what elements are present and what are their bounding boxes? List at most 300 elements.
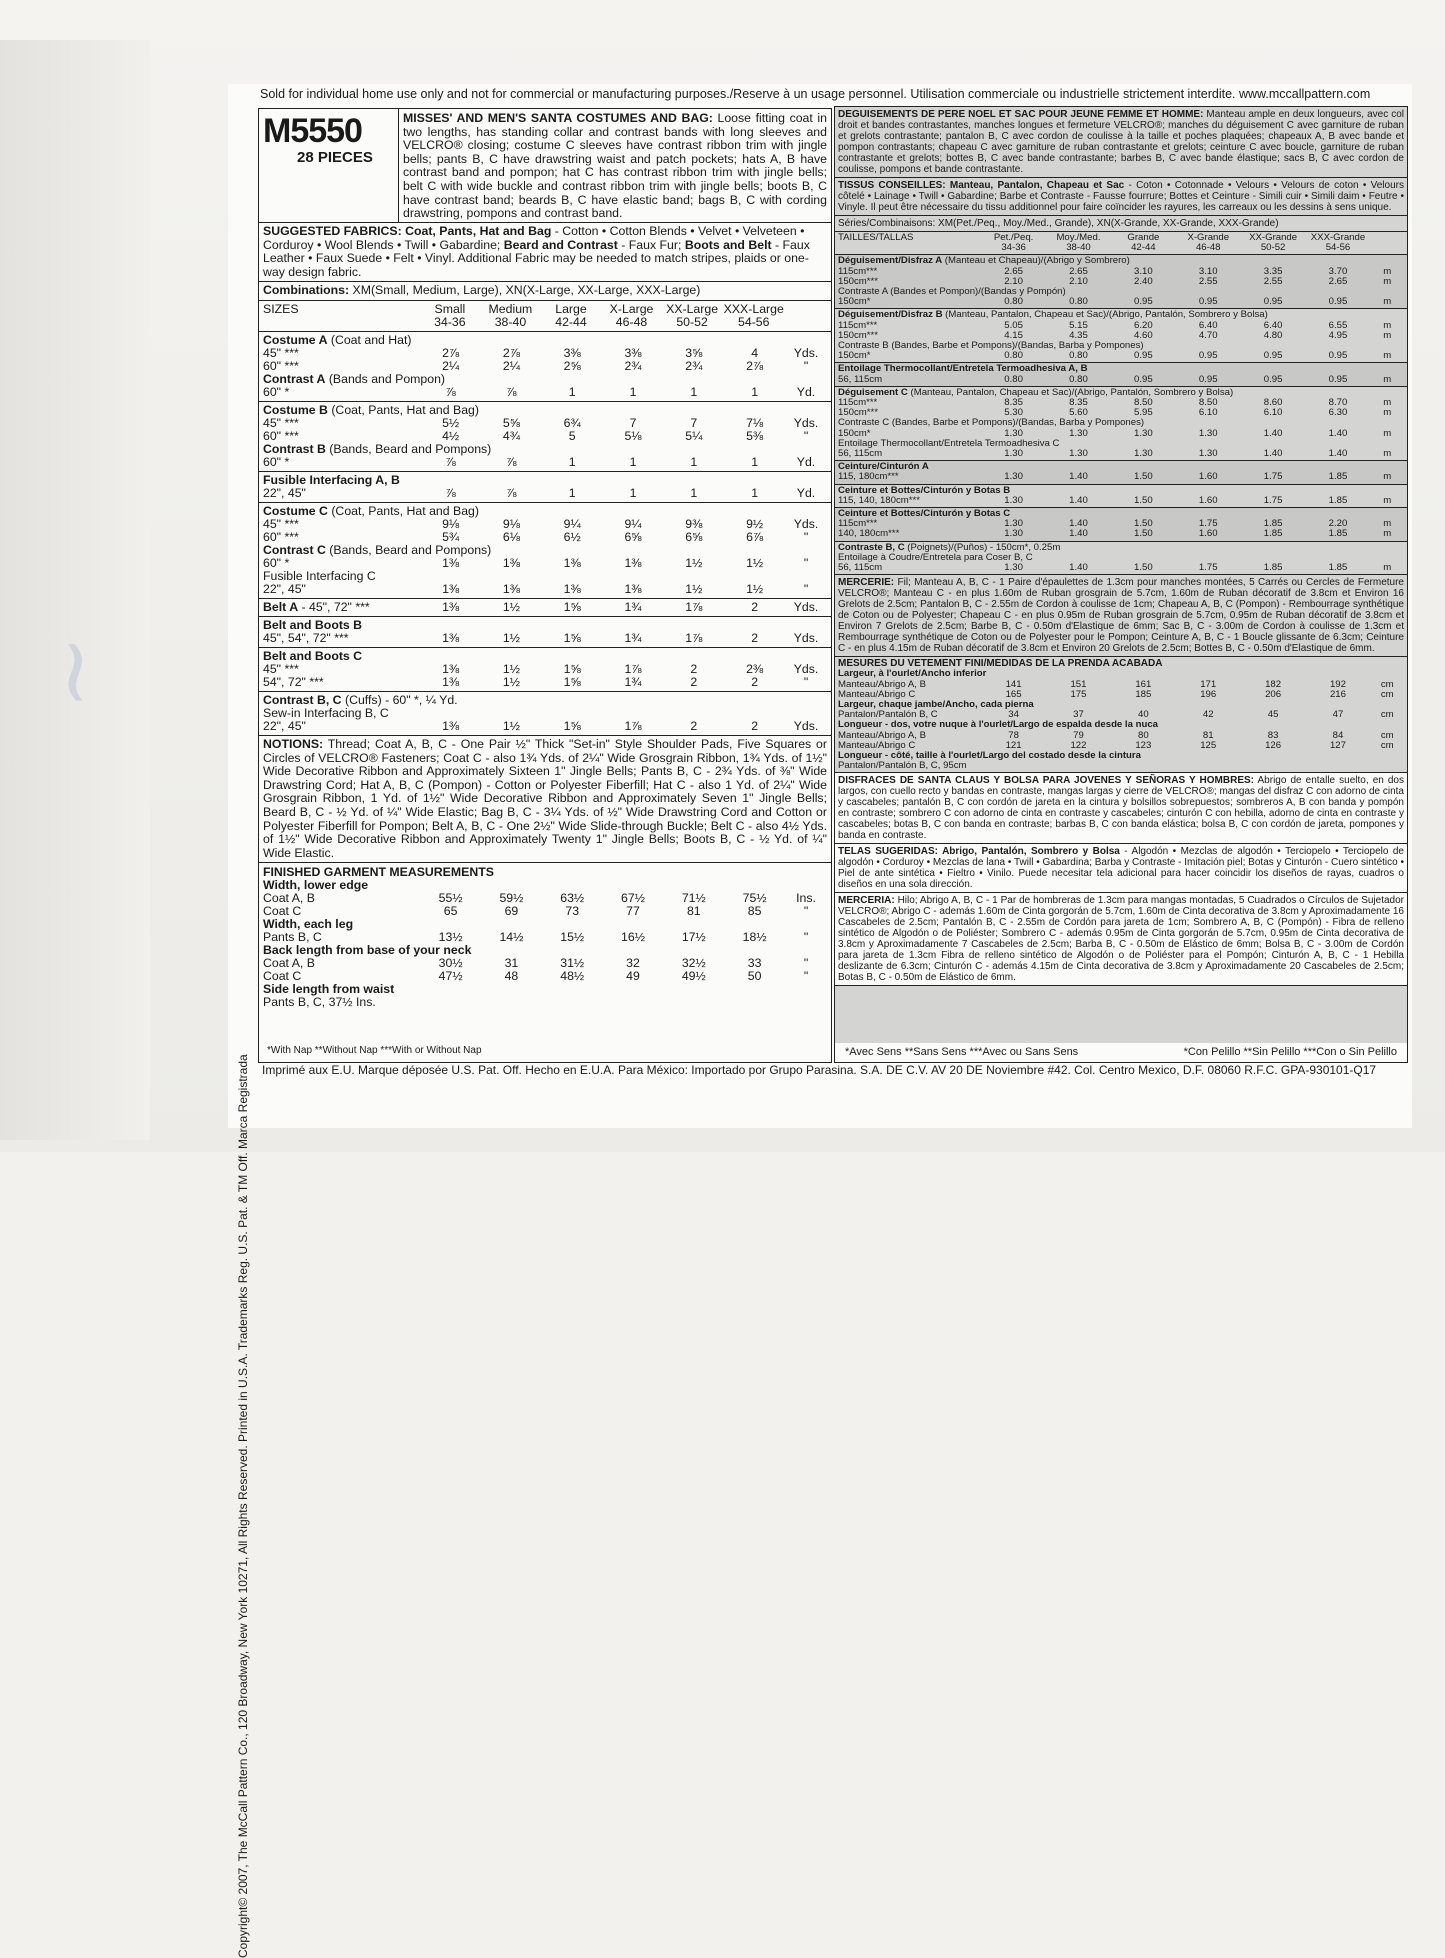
row-label: 56, 115cm bbox=[838, 448, 883, 460]
row-label: 115cm*** bbox=[838, 397, 878, 409]
row-value: 5.95 bbox=[1134, 407, 1153, 419]
row-value: 9½ bbox=[746, 516, 764, 531]
row-value: 2¾ bbox=[624, 358, 642, 373]
fr-measure-group-title: Longueur - dos, votre nuque à l'ourlet/Largo de espalda desde la nuca bbox=[838, 719, 1158, 731]
row-value: 1.85 bbox=[1263, 518, 1283, 530]
row-value: 0.95 bbox=[1134, 296, 1153, 308]
row-value: 73 bbox=[565, 904, 580, 919]
fr-yardage-group bbox=[835, 387, 1407, 461]
row-value: 8.50 bbox=[1198, 397, 1218, 409]
fr-yardage-group bbox=[835, 485, 1407, 508]
fr-group-title: Ceinture/Cinturón A bbox=[838, 461, 929, 473]
fr-row-label: Entoilage Thermocollant/Entretela Termoadhesiva C bbox=[838, 437, 1060, 449]
row-value: 1½ bbox=[502, 718, 520, 733]
yardage-group bbox=[259, 599, 831, 617]
fr-group-title: Ceinture et Bottes/Cinturón y Botas B bbox=[838, 484, 1011, 496]
row-value: 8.35 bbox=[1069, 397, 1088, 409]
group-title: Belt and Boots B bbox=[263, 617, 363, 632]
french-sizes-header bbox=[835, 232, 1407, 255]
yardage-group bbox=[259, 503, 831, 599]
row-label: 115cm*** bbox=[838, 518, 878, 530]
group-title: Costume A (Coat and Hat) bbox=[263, 332, 412, 347]
row-unit: m bbox=[1383, 319, 1392, 331]
row-value: 81 bbox=[686, 904, 701, 919]
row-value: 1¾ bbox=[624, 599, 642, 614]
row-value: 1⅜ bbox=[442, 630, 460, 645]
row-value: 2¾ bbox=[685, 358, 703, 373]
row-unit: m bbox=[1383, 397, 1392, 409]
row-value: 1.30 bbox=[1134, 427, 1153, 439]
row-label: Pants B, C, 37½ Ins. bbox=[263, 995, 376, 1010]
row-value: 6⅛ bbox=[502, 529, 520, 544]
group-title: Contrast C (Bands, Beard and Pompons) bbox=[263, 542, 492, 557]
row-value: 1.75 bbox=[1263, 494, 1283, 506]
row-label: 45" *** bbox=[263, 345, 299, 360]
row-label: 150cm* bbox=[838, 350, 871, 362]
french-measurements-table bbox=[838, 669, 1404, 771]
size-range: 42-44 bbox=[555, 314, 587, 329]
row-value: 0.95 bbox=[1198, 296, 1218, 308]
row-value: 0.95 bbox=[1328, 350, 1348, 362]
row-value: 42 bbox=[1202, 709, 1214, 721]
row-value: 1.30 bbox=[1069, 427, 1088, 439]
row-value: 1½ bbox=[746, 555, 764, 570]
es-fabrics-text: - Algodón • Mezclas de algodón • Terciopelo • Terciopelo de algodón • Corduroy • Mezclas de lana • Twill • Gabardina; Barba y Contraste - Imitación piel; Botas y Cinturón - Cuero sintético • Piel de ante sintética • Fieltro • Vinilo. Puede necesitar tela adicional para hacer coincidir los diseños de rayas, cuadros o diseños en una sola dirección. bbox=[838, 846, 1404, 891]
size-range: 50-52 bbox=[676, 314, 708, 329]
row-value: 34 bbox=[1008, 709, 1019, 721]
fr-group-title: Ceinture et Bottes/Cinturón y Botas C bbox=[838, 508, 1011, 520]
fr-sizes-label: TAILLES/TALLAS bbox=[838, 232, 914, 243]
row-value: 5.15 bbox=[1069, 319, 1088, 331]
row-label: Coat C bbox=[263, 904, 302, 919]
row-value: 1.85 bbox=[1328, 528, 1348, 540]
fr-size-name: Moy./Med. bbox=[1056, 232, 1101, 243]
row-value: 9¼ bbox=[624, 516, 642, 531]
row-value: 1.30 bbox=[1004, 427, 1023, 439]
row-value: 1¾ bbox=[624, 674, 642, 689]
row-value: 1½ bbox=[502, 674, 520, 689]
es-footnote: *Con Pelillo **Sin Pelillo ***Con o Sin Pelillo bbox=[1183, 1046, 1397, 1058]
row-value: 5¼ bbox=[685, 428, 703, 443]
side-copyright-text: Copyright© 2007, The McCall Pattern Co., 120 Broadway, New York 10271, All Rights Reserved. Printed in U.S.A. Trademarks Reg. U.S. Pat. & TM Off. Marca Registrada bbox=[236, 1054, 250, 1958]
row-value: 2 bbox=[751, 630, 759, 645]
row-value: 49½ bbox=[681, 969, 706, 984]
fr-footnote: *Avec Sens **Sans Sens ***Avec ou Sans Sens bbox=[845, 1046, 1079, 1058]
size-range: 38-40 bbox=[494, 314, 527, 329]
row-value: 1⅜ bbox=[502, 581, 520, 596]
row-value: 1.40 bbox=[1069, 528, 1088, 540]
row-value: 0.95 bbox=[1328, 296, 1348, 308]
yardage-group bbox=[259, 472, 831, 503]
english-panel bbox=[258, 108, 832, 1063]
row-value: 8.50 bbox=[1134, 397, 1153, 409]
row-unit: m bbox=[1383, 329, 1392, 341]
row-unit: cm bbox=[1380, 739, 1394, 751]
fr-size-range: 46-48 bbox=[1195, 242, 1221, 254]
fr-size-name: XX-Grande bbox=[1249, 232, 1298, 243]
combinations-label: Combinations: bbox=[263, 283, 350, 298]
row-value: 1.40 bbox=[1263, 448, 1283, 460]
row-value: 1⅜ bbox=[442, 674, 460, 689]
row-label: 60" *** bbox=[263, 428, 299, 443]
translation-footnotes bbox=[835, 1043, 1407, 1062]
spanish-description bbox=[835, 773, 1407, 844]
combinations bbox=[259, 282, 831, 301]
translation-panel bbox=[834, 106, 1408, 1063]
row-value: 1⅜ bbox=[624, 555, 642, 570]
size-name: XXX-Large bbox=[723, 301, 784, 316]
row-value: 206 bbox=[1265, 688, 1282, 700]
row-label: Coat A, B bbox=[263, 891, 315, 906]
row-value: 0.95 bbox=[1198, 350, 1218, 362]
row-value: 79 bbox=[1073, 729, 1084, 741]
row-value: 75½ bbox=[742, 891, 767, 906]
row-value: 1.85 bbox=[1328, 471, 1348, 483]
group-title: Costume B (Coat, Pants, Hat and Bag) bbox=[263, 402, 479, 417]
suggested-fabrics bbox=[259, 223, 831, 282]
row-value: 48½ bbox=[560, 969, 585, 984]
row-value: 14½ bbox=[499, 930, 524, 945]
row-value: 1.30 bbox=[1004, 528, 1023, 540]
row-label: 115cm*** bbox=[838, 319, 878, 331]
group-title: Belt A - 45", 72" *** bbox=[263, 599, 370, 614]
group-title: Contrast B (Bands, Beard and Pompons) bbox=[263, 441, 492, 456]
row-unit: " bbox=[803, 930, 809, 945]
row-unit: cm bbox=[1380, 709, 1394, 721]
row-value: 3.70 bbox=[1328, 265, 1348, 277]
row-label: Manteau/Abrigo A, B bbox=[838, 729, 926, 741]
group-title: Fusible Interfacing A, B bbox=[263, 472, 400, 487]
row-value: 5⅛ bbox=[624, 428, 642, 443]
row-label: Coat C bbox=[263, 969, 302, 984]
row-value: 1.85 bbox=[1328, 494, 1348, 506]
row-value: 5.30 bbox=[1004, 407, 1023, 419]
row-value: 8.60 bbox=[1263, 397, 1283, 409]
row-unit bbox=[785, 996, 827, 1009]
row-value: 0.80 bbox=[1069, 373, 1088, 385]
row-value: ⅞ bbox=[506, 485, 517, 500]
row-label: 45" *** bbox=[263, 661, 299, 676]
row-unit: Yd. bbox=[796, 485, 816, 500]
row-value: 71½ bbox=[681, 891, 706, 906]
pattern-logo bbox=[259, 109, 399, 222]
fr-yardage-group bbox=[835, 542, 1407, 576]
french-measurements bbox=[835, 657, 1407, 773]
row-value: 1.50 bbox=[1134, 471, 1153, 483]
row-value: 1 bbox=[751, 454, 759, 469]
row-value: 6⅝ bbox=[685, 529, 703, 544]
row-value: 4.15 bbox=[1004, 329, 1023, 341]
row-value: 1⅞ bbox=[624, 661, 642, 676]
finished-measurements bbox=[259, 863, 831, 1011]
row-unit: m bbox=[1383, 296, 1392, 308]
row-value: 49 bbox=[626, 969, 640, 984]
row-value: 2.20 bbox=[1328, 518, 1348, 530]
row-value: 8.70 bbox=[1328, 397, 1348, 409]
measure-title: Width, each leg bbox=[263, 917, 354, 932]
row-unit: Yds. bbox=[793, 415, 819, 430]
row-value: 1⅜ bbox=[563, 555, 581, 570]
row-label: 45", 54", 72" *** bbox=[263, 630, 349, 645]
group-title: Contrast A (Bands and Pompon) bbox=[263, 371, 446, 386]
row-value: 4.95 bbox=[1328, 329, 1348, 341]
row-unit: m bbox=[1383, 275, 1392, 287]
row-value: 1.30 bbox=[1069, 448, 1088, 460]
row-unit: " bbox=[803, 904, 809, 919]
row-unit: " bbox=[803, 674, 809, 689]
french-series: Séries/Combinaisons: XM(Pet./Peq., Moy./Med., Grande), XN(X-Grande, XX-Grande, XXX-Grande) bbox=[835, 216, 1407, 232]
fr-yardage-group bbox=[835, 508, 1407, 542]
row-unit: m bbox=[1383, 265, 1392, 277]
row-value: 1.40 bbox=[1263, 427, 1283, 439]
es-notions-title: MERCERIA: bbox=[838, 895, 895, 907]
row-value: 32 bbox=[626, 956, 640, 971]
row-value: 1 bbox=[751, 384, 759, 399]
row-value: 77 bbox=[626, 904, 640, 919]
row-value: 1½ bbox=[502, 661, 520, 676]
notions-text: Thread; Coat A, B, C - One Pair ½" Thick "Set-in" Style Shoulder Pads, Five Squares or Circles of VELCRO® Fasteners; Coat C - also 1¾ Yds. of 2¼" Wide Grosgrain Ribbon, 1¾ Yds. of 1½" Wide Decorative Ribbon and Approximately Sixteen 1" Jingle Bells; Pants B, C - 2¾ Yds. of ⅜" Wide Drawstring Cord; Hat A, B, C (Pompon) - Cotton or Polyester Fiberfill; Hat C - also 1 Yd. of 2¼" Wide Grosgrain Ribbon, 1 Yd. of 1½" Wide Decorative Ribbon and Approximately Seven 1" Jingle Bells; Beard B, C - ½ Yd. of ¼" Wide Elastic; Bag B, C - 3¼ Yds. of ½" Wide Drawstring Cord and Cotton or Polyester Fiberfill for Pompon; Belt A, B, C - One 2½" Wide Slide-through Buckle; Belt C - also 4½ Yds. of 1½" Wide Decorative Ribbon and Approximately Twenty 1" Jingle Bells; Boots B, C - ½ Yd. of ¼" Wide Elastic. bbox=[263, 736, 827, 860]
row-value: 1.30 bbox=[1004, 471, 1023, 483]
size-range: 54-56 bbox=[738, 314, 770, 329]
row-label: 150cm*** bbox=[838, 407, 878, 419]
row-value: 161 bbox=[1135, 678, 1152, 690]
row-value: ⅞ bbox=[445, 485, 456, 500]
row-label: Manteau/Abrigo A, B bbox=[838, 678, 926, 690]
row-unit: Yd. bbox=[796, 384, 816, 399]
row-value: 50 bbox=[747, 969, 762, 984]
size-name: Small bbox=[434, 301, 466, 316]
row-value: 5 bbox=[568, 428, 576, 443]
row-unit: cm bbox=[1380, 688, 1394, 700]
fr-row-label: Pantalon/Pantalón B, C, 95cm bbox=[838, 760, 967, 772]
row-value: 1.85 bbox=[1263, 562, 1283, 574]
row-value: ⅞ bbox=[445, 384, 456, 399]
row-value: 67½ bbox=[621, 891, 645, 906]
row-unit: m bbox=[1383, 518, 1392, 530]
row-value: 6½ bbox=[563, 529, 581, 544]
fr-size-range: 50-52 bbox=[1260, 242, 1286, 254]
row-value bbox=[420, 996, 481, 1009]
row-value: 0.95 bbox=[1198, 373, 1218, 385]
row-value: 1.40 bbox=[1069, 471, 1088, 483]
row-value: 6.40 bbox=[1263, 319, 1283, 331]
fr-row-label: Contraste B (Bandes, Barbe et Pompons)/(Bandas, Barba y Pompones) bbox=[838, 340, 1144, 352]
row-value: 182 bbox=[1265, 678, 1282, 690]
row-unit: m bbox=[1383, 471, 1392, 483]
row-value: 0.95 bbox=[1263, 373, 1283, 385]
row-value: 1 bbox=[629, 454, 637, 469]
row-label: 22", 45" bbox=[263, 581, 306, 596]
row-value: 1⅝ bbox=[563, 674, 581, 689]
fr-size-range: 38-40 bbox=[1066, 242, 1091, 254]
row-unit: Yds. bbox=[793, 345, 819, 360]
fr-notions-title: MERCERIE: bbox=[838, 577, 895, 589]
fr-row-label: Contraste A (Bandes et Pompon)/(Bandas y Pompón) bbox=[838, 286, 1066, 298]
row-value: 1.85 bbox=[1263, 528, 1283, 540]
row-value: 6¾ bbox=[563, 415, 581, 430]
row-value: 6⅞ bbox=[746, 529, 764, 544]
row-unit: cm bbox=[1380, 729, 1394, 741]
row-unit: m bbox=[1383, 373, 1392, 385]
size-range: 46-48 bbox=[615, 314, 648, 329]
row-unit: " bbox=[803, 969, 809, 984]
row-value: 3.10 bbox=[1198, 265, 1218, 277]
row-label: 56, 115cm bbox=[838, 562, 883, 574]
fr-size-name: XXX-Grande bbox=[1310, 232, 1366, 243]
row-value: 47 bbox=[1332, 709, 1344, 721]
row-value: 6⅝ bbox=[624, 529, 642, 544]
fr-row-label: Entoilage à Coudre/Entretela para Coser B, C bbox=[838, 551, 1033, 563]
row-value: 17½ bbox=[681, 930, 706, 945]
row-value: 0.95 bbox=[1134, 373, 1153, 385]
fr-group-title: Déguisement C (Manteau, Pantalon, Chapeau et Sac)/(Abrigo, Pantalón, Sombrero y Bolsa) bbox=[838, 386, 1234, 398]
row-label: 22", 45" bbox=[263, 485, 306, 500]
row-value: 127 bbox=[1329, 739, 1346, 751]
row-value: 2⅞ bbox=[442, 345, 460, 360]
row-value: 1⅝ bbox=[563, 661, 581, 676]
row-label: 60" * bbox=[263, 384, 290, 399]
row-value: 1⅜ bbox=[442, 599, 460, 614]
row-value: ⅞ bbox=[506, 384, 517, 399]
row-value: 2.10 bbox=[1004, 275, 1023, 287]
row-value: 83 bbox=[1267, 729, 1279, 741]
row-value: 2 bbox=[751, 599, 759, 614]
row-value: 2⅜ bbox=[746, 661, 764, 676]
measure-title: Width, lower edge bbox=[263, 878, 369, 893]
fr-measure-group-title: Largeur, à l'ourlet/Ancho inferior bbox=[838, 668, 987, 680]
row-label: 150cm* bbox=[838, 427, 871, 439]
row-value: 84 bbox=[1332, 729, 1344, 741]
row-value bbox=[724, 996, 785, 1009]
row-value: 4.80 bbox=[1263, 329, 1283, 341]
size-name: XX-Large bbox=[666, 301, 719, 316]
row-value: 1⅞ bbox=[685, 630, 703, 645]
row-value: 5⅝ bbox=[502, 415, 520, 430]
row-value: 165 bbox=[1005, 688, 1022, 700]
row-value: 6.55 bbox=[1328, 319, 1348, 331]
row-unit: m bbox=[1383, 448, 1392, 460]
row-value: 13½ bbox=[438, 930, 463, 945]
row-value: 7 bbox=[690, 415, 698, 430]
sizes-header bbox=[259, 301, 831, 332]
fr-text: Manteau ample en deux longueurs, avec col droit et bandes contrastantes, manches longues et fermeture VELCRO®; manches du déguisement C avec garniture de ruban et grelots contrastante; pantalon B, C avec cordon de coulisse à la taille et poches plaquées; chapeaux A, B avec bande et pompon contrastants; chapeau C avec garniture de ruban contrastante et grelots; ceinture C avec boucle, garniture de ruban contrastante et grelots; bottes B, C avec bande contrastante; barbes B, C avec bande élastique; sacs B, C avec cordon de coulisse, pompons et bande contrastante. bbox=[838, 109, 1404, 175]
row-value: 1.85 bbox=[1328, 562, 1348, 574]
row-label: Sew-in Interfacing B, C bbox=[263, 705, 389, 720]
row-value: 5¾ bbox=[442, 529, 460, 544]
row-value: 2 bbox=[751, 674, 759, 689]
measure-title: Side length from waist bbox=[263, 982, 395, 997]
row-value: 1.50 bbox=[1134, 528, 1153, 540]
row-value: 2.10 bbox=[1069, 275, 1088, 287]
row-value: ⅞ bbox=[445, 454, 456, 469]
row-value: 2 bbox=[690, 661, 698, 676]
row-value: 6.20 bbox=[1134, 319, 1153, 331]
row-label: 60" *** bbox=[263, 529, 299, 544]
row-value: 1.30 bbox=[1004, 562, 1023, 574]
description-title: MISSES' AND MEN'S SANTA COSTUMES AND BAG: bbox=[403, 111, 713, 125]
row-value: 55½ bbox=[438, 891, 463, 906]
row-value: 1½ bbox=[502, 630, 520, 645]
fabrics-beard: Beard and Contrast bbox=[503, 237, 618, 252]
fr-size-range: 42-44 bbox=[1131, 242, 1156, 254]
row-value: 7 bbox=[629, 415, 637, 430]
row-value: 1 bbox=[568, 485, 576, 500]
row-label: Coat A, B bbox=[263, 956, 315, 971]
fabrics-title: SUGGESTED FABRICS: Coat, Pants, Hat and Bag bbox=[263, 224, 552, 238]
size-name: Large bbox=[555, 301, 587, 316]
row-value bbox=[481, 996, 542, 1009]
row-unit: Yds. bbox=[793, 630, 819, 645]
yardage-table bbox=[259, 332, 831, 736]
row-value: 3⅜ bbox=[624, 345, 642, 360]
row-unit: m bbox=[1383, 494, 1392, 506]
fr-yardage-group bbox=[835, 461, 1407, 484]
row-value: 63½ bbox=[560, 891, 585, 906]
row-value: 196 bbox=[1200, 688, 1217, 700]
size-name: Medium bbox=[488, 301, 533, 316]
row-unit: Yds. bbox=[793, 718, 819, 733]
side-copyright bbox=[232, 112, 256, 1958]
pattern-description bbox=[399, 109, 831, 222]
row-value: 1 bbox=[629, 384, 637, 399]
fr-title: DEGUISEMENTS DE PERE NOEL ET SAC POUR JEUNE FEMME ET HOMME: bbox=[838, 109, 1204, 120]
row-label: 115, 180cm*** bbox=[838, 471, 899, 483]
row-value: 32½ bbox=[681, 956, 706, 971]
row-unit: m bbox=[1383, 427, 1392, 439]
row-unit: " bbox=[803, 358, 809, 373]
row-value: 1 bbox=[568, 454, 576, 469]
row-value: 0.95 bbox=[1328, 373, 1348, 385]
row-value: 4½ bbox=[442, 428, 460, 443]
row-value: 1⅜ bbox=[442, 661, 460, 676]
measurements-title: FINISHED GARMENT MEASUREMENTS bbox=[263, 865, 494, 880]
row-value: 1.40 bbox=[1069, 518, 1088, 530]
fr-row-label: Contraste C (Bandes, Barbe et Pompons)/(Bandas, Barba y Pompones) bbox=[838, 417, 1145, 429]
measure-title: Back length from base of your neck bbox=[263, 943, 472, 958]
row-value: 1⅝ bbox=[563, 599, 581, 614]
row-unit: m bbox=[1383, 528, 1392, 540]
row-value: 1.40 bbox=[1328, 448, 1348, 460]
fr-size-name: X-Grande bbox=[1187, 232, 1230, 243]
yardage-group bbox=[259, 332, 831, 402]
row-value: 1 bbox=[690, 384, 698, 399]
row-value: 9⅛ bbox=[502, 516, 520, 531]
row-value bbox=[603, 996, 664, 1009]
row-unit: " bbox=[803, 581, 809, 596]
row-value: 4 bbox=[751, 345, 759, 360]
row-value: 33 bbox=[747, 956, 762, 971]
row-unit: m bbox=[1383, 350, 1392, 362]
notions-title: NOTIONS: bbox=[263, 736, 324, 751]
row-unit: Yds. bbox=[793, 661, 819, 676]
row-value: 2 bbox=[690, 718, 698, 733]
fr-group-title: Déguisement/Disfraz A (Manteau et Chapeau)/(Abrigo y Sombrero) bbox=[838, 255, 1130, 267]
row-value: 122 bbox=[1070, 739, 1087, 751]
row-value: 1⅞ bbox=[685, 599, 703, 614]
row-label: Pantalon/Pantalón B, C bbox=[838, 709, 938, 721]
row-value: 1.75 bbox=[1198, 518, 1218, 530]
row-value: 3⅜ bbox=[563, 345, 581, 360]
row-value: 5⅜ bbox=[746, 428, 764, 443]
row-value: 185 bbox=[1135, 688, 1152, 700]
fr-size-name: Pet./Peq. bbox=[993, 232, 1034, 243]
row-unit: " bbox=[803, 529, 809, 544]
fr-yardage-group bbox=[835, 309, 1407, 363]
row-value: 1.40 bbox=[1328, 427, 1348, 439]
row-value: 2¼ bbox=[502, 358, 520, 373]
row-value: 1.30 bbox=[1198, 427, 1218, 439]
row-unit: Yds. bbox=[793, 599, 819, 614]
